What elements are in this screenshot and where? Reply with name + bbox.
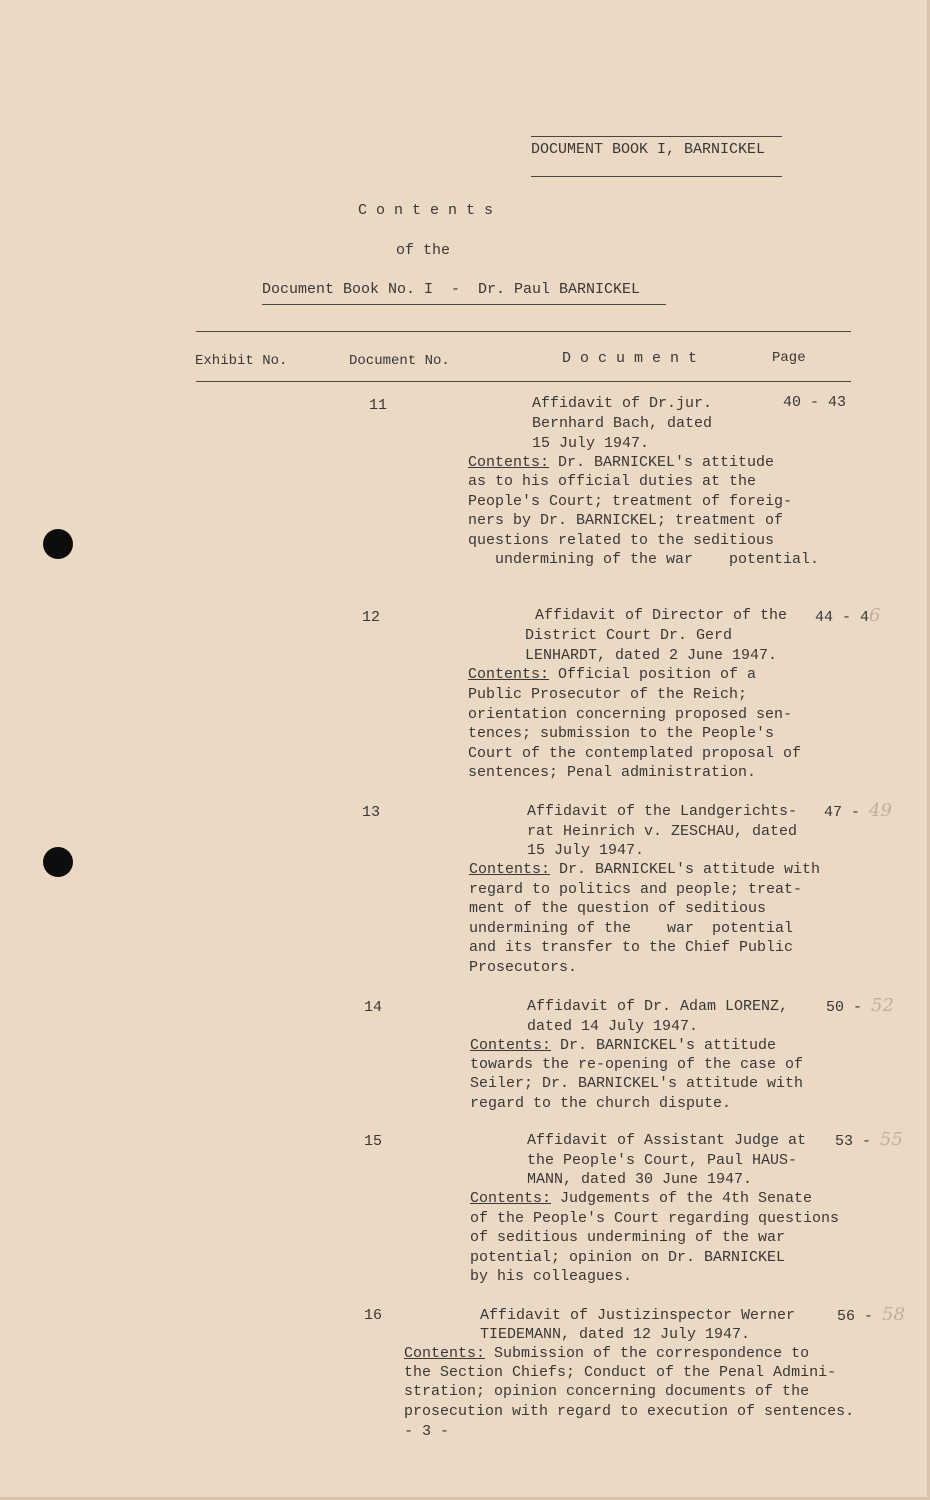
entry-title-line: the People's Court, Paul HAUS- [527, 1152, 798, 1169]
entry-title-line: dated 14 July 1947. [527, 1018, 699, 1035]
contents-label: Contents: [468, 666, 550, 683]
entry-title-line: Affidavit of Dr. Adam LORENZ, [527, 998, 789, 1015]
entry-title-line: 15 July 1947. [532, 435, 650, 452]
subtitle-rule [262, 304, 666, 305]
entry-contents-line [469, 860, 820, 880]
entry-title-line: Affidavit of Director of the [535, 607, 788, 624]
entry-number: 16 [364, 1307, 383, 1324]
pages-typed: 44 - 4 [815, 609, 870, 626]
contents-label: Contents: [470, 1037, 552, 1054]
contents-text: Official position of a [549, 666, 757, 683]
entry-contents-line: and its transfer to the Chief Public [469, 939, 794, 956]
entry-contents-line: questions related to the seditious [468, 532, 775, 549]
entry-pages [815, 606, 880, 628]
pages-handwritten: 6 [869, 605, 881, 626]
entry-number: 12 [362, 609, 381, 626]
contents-text: Dr. BARNICKEL's attitude [549, 454, 775, 471]
entry-contents-line [468, 453, 774, 473]
contents-text: Dr. BARNICKEL's attitude with [550, 861, 821, 878]
entry-contents-line: Seiler; Dr. BARNICKEL's attitude with [470, 1075, 804, 1092]
entry-contents-line [470, 1189, 812, 1209]
contents-text: Dr. BARNICKEL's attitude [551, 1037, 777, 1054]
entry-contents-line: sentences; Penal administration. [468, 764, 757, 781]
pages-handwritten: 52 [871, 995, 894, 1016]
entry-pages [824, 801, 892, 823]
contents-label: Contents: [404, 1345, 486, 1362]
entry-contents-line: of seditious undermining of the war [470, 1229, 786, 1246]
entry-contents-line: regard to the church dispute. [470, 1095, 732, 1112]
entry-contents-line: Public Prosecutor of the Reich; [468, 686, 748, 703]
entry-contents-line: as to his official duties at the [468, 473, 757, 490]
document-book-label: DOCUMENT BOOK I, BARNICKEL [531, 141, 766, 158]
pages-handwritten: 58 [882, 1304, 905, 1325]
of-the-line: of the [396, 242, 451, 259]
table-header-rule [196, 381, 851, 382]
entry-title-line: TIEDEMANN, dated 12 July 1947. [480, 1326, 751, 1343]
entry-contents-line: by his colleagues. [470, 1268, 633, 1285]
entry-title-line: Bernhard Bach, dated [532, 415, 713, 432]
entry-contents-line: ners by Dr. BARNICKEL; treatment of [468, 512, 784, 529]
entry-contents-line [470, 1036, 776, 1056]
contents-title: C o n t e n t s [358, 202, 494, 219]
entry-number: 15 [364, 1133, 383, 1150]
entry-contents-line: ment of the question of seditious [469, 900, 767, 917]
column-exhibit-no: Exhibit No. [195, 353, 288, 369]
entry-contents-line [468, 665, 756, 685]
pages-typed: 56 - [837, 1308, 883, 1325]
entry-contents-line: the Section Chiefs; Conduct of the Penal Admini- [404, 1364, 837, 1381]
entry-contents-line: towards the re-opening of the case of [470, 1056, 804, 1073]
entry-title-line: rat Heinrich v. ZESCHAU, dated [527, 823, 798, 840]
entry-title-line: MANN, dated 30 June 1947. [527, 1171, 753, 1188]
entry-contents-line [404, 1344, 809, 1364]
entry-contents-line: regard to politics and people; treat- [469, 881, 803, 898]
entry-contents-line: Court of the contemplated proposal of [468, 745, 802, 762]
entry-contents-line: potential; opinion on Dr. BARNICKEL [470, 1249, 786, 1266]
entry-number: 13 [362, 804, 381, 821]
column-document: D o c u m e n t [562, 350, 698, 367]
binder-hole-top [43, 529, 73, 559]
pages-typed: 53 - [835, 1133, 881, 1150]
column-page: Page [772, 350, 806, 366]
pages-typed: 47 - [824, 804, 870, 821]
entry-contents-line: orientation concerning proposed sen- [468, 706, 793, 723]
header-bottom-rule [531, 176, 782, 177]
entry-contents-line: undermining of the war potential [469, 920, 794, 937]
entry-pages [837, 1305, 905, 1327]
entry-title-line: Affidavit of Dr.jur. [532, 395, 713, 412]
entry-title-line: Affidavit of the Landgerichts- [527, 803, 798, 820]
entry-title-line: 15 July 1947. [527, 842, 645, 859]
entry-pages [835, 1130, 903, 1152]
entry-contents-line: Prosecutors. [469, 959, 578, 976]
pages-typed: 50 - [826, 999, 872, 1016]
binder-hole-bottom [43, 847, 73, 877]
contents-label: Contents: [470, 1190, 552, 1207]
entry-number: 11 [369, 397, 388, 414]
entry-pages: 40 - 43 [783, 394, 847, 411]
entry-title-line: Affidavit of Assistant Judge at [527, 1132, 807, 1149]
entry-title-line: LENHARDT, dated 2 June 1947. [525, 647, 778, 664]
entry-contents-line: of the People's Court regarding questions [470, 1210, 840, 1227]
entry-contents-line: prosecution with regard to execution of sentences. [404, 1403, 855, 1420]
column-document-no: Document No. [349, 353, 450, 369]
entry-pages [826, 996, 894, 1018]
document-book-subtitle: Document Book No. I - Dr. Paul BARNICKEL [262, 281, 641, 298]
contents-label: Contents: [468, 454, 550, 471]
entry-title-line: Affidavit of Justizinspector Werner [480, 1307, 796, 1324]
pages-handwritten: 55 [880, 1129, 903, 1150]
entry-number: 14 [364, 999, 383, 1016]
entry-contents-line: stration; opinion concerning documents of the [404, 1383, 810, 1400]
contents-label: Contents: [469, 861, 551, 878]
pages-handwritten: 49 [869, 800, 892, 821]
page-number: - 3 - [404, 1423, 450, 1440]
contents-text: Judgements of the 4th Senate [551, 1190, 813, 1207]
header-top-rule [531, 136, 782, 137]
entry-contents-line: tences; submission to the People's [468, 725, 775, 742]
table-top-rule [196, 331, 851, 332]
entry-contents-line: undermining of the war potential. [468, 551, 820, 568]
contents-text: Submission of the correspondence to [485, 1345, 810, 1362]
entry-title-line: District Court Dr. Gerd [525, 627, 733, 644]
entry-contents-line: People's Court; treatment of foreig- [468, 493, 793, 510]
